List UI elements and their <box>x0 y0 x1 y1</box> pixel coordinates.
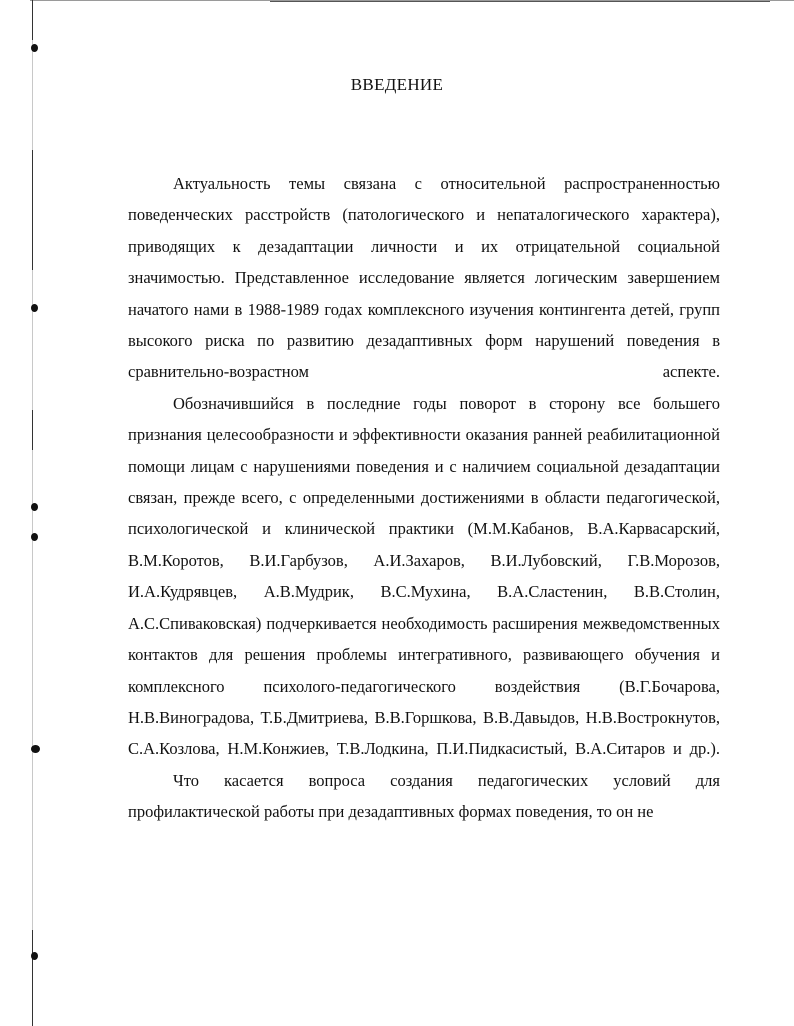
scan-edge-left-segment <box>32 410 33 450</box>
scan-edge-left-segment <box>32 150 33 270</box>
scan-edge-left-segment <box>32 930 33 1026</box>
paragraph-2: Обозначившийся в последние годы поворот в сторону все большего признания целесообразности и эффективности оказания ранней реабилитационной помощи лицам с нарушениями поведения и с наличием социальной дезадаптации связан, прежде всего, с определенными достижениями в области педагогической, психологической и клинической практики (М.М.Кабанов, В.А.Карвасарский, В.М.Коротов, В.И.Гарбузов, А.И.Захаров, В.И.Лубовский, Г.В.Морозов, И.А.Кудрявцев, А.В.Мудрик, В.С.Мухина, В.А.Сластенин, В.В.Столин, А.С.Спиваковская) подчеркивается необходимость расширения межведомственных контактов для решения проблемы интегративного, развивающего обучения и комплексного психолого-педагогического воздействия (В.Г.Бочарова, Н.В.Виноградова, Т.Б.Дмитриева, В.В.Горшкова, В.В.Давыдов, Н.В.Вострокнутов, С.А.Козлова, Н.М.Конжиев, Т.В.Лодкина, П.И.Пидкасистый, В.А.Ситаров и др.). <box>128 393 720 759</box>
paragraph-1: Актуальность темы связана с относительной распространенностью поведенческих расстройств (патологического и непаталогического характера), приводящих к дезадаптации личности и их отрицательной социальной значимостью. Представленное исследование является логическим завершением начатого нами в 1988-1989 годах комплексного изучения контингента детей, групп высокого риска по развитию дезадаптивных форм нарушений поведения в сравнительно-возрастном аспекте. <box>128 174 720 382</box>
binder-hole-mark <box>31 952 38 960</box>
paragraph-3: Что касается вопроса создания педагогических условий для профилактической работы при дезадаптивных формах поведения, то он не <box>128 770 720 822</box>
document-body <box>128 168 720 828</box>
scan-edge-left-segment <box>32 0 33 40</box>
binder-hole-mark <box>31 503 38 511</box>
page-title: ВВЕДЕНИЕ <box>350 75 444 94</box>
binder-hole-mark <box>31 44 38 52</box>
binder-hole-mark <box>31 533 38 541</box>
binder-hole-mark <box>31 304 38 312</box>
binder-hole-mark <box>31 745 40 753</box>
scan-edge-top-dark <box>270 1 770 2</box>
